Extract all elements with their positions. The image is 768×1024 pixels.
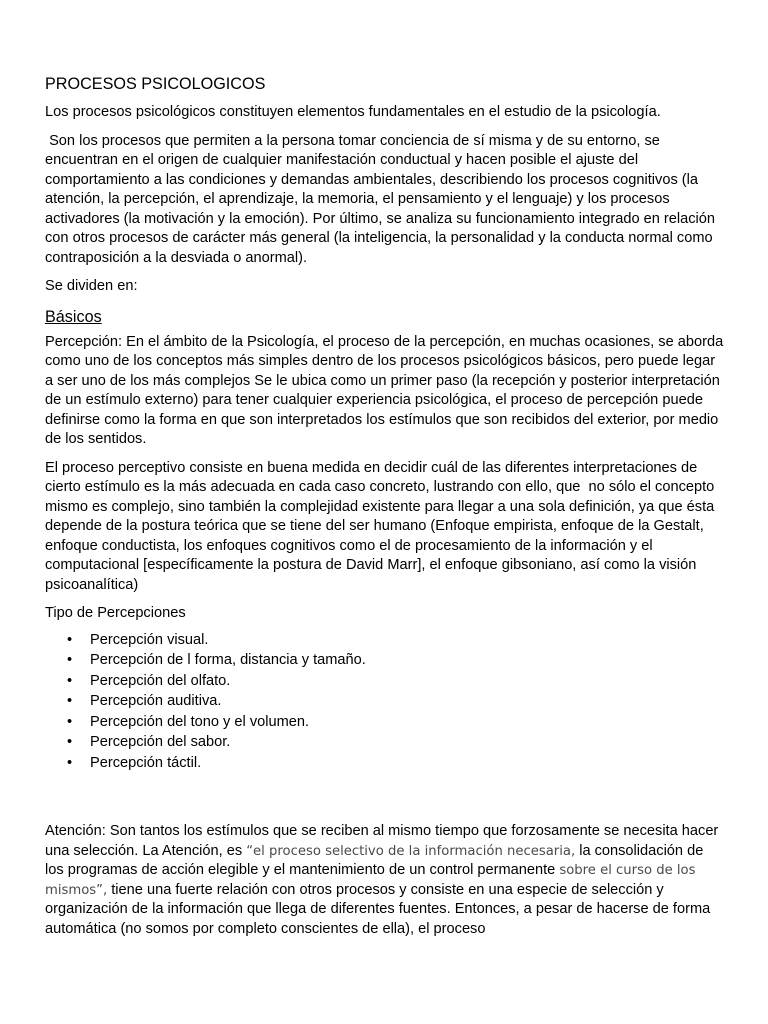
perceptivo-paragraph: El proceso perceptivo consiste en buena medida en decidir cuál de las diferentes interpretaciones de cierto estímulo es la más adecuada en cada caso concreto, lustrando con ello, que no sólo el concepto mismo es complejo, sino también la complejidad existente para llegar a una sola definición, ya que ésta depende de la postura teórica que se tiene del ser humano (Enfoque empirista, enfoque de la Gestalt, enfoque conductista, los enfoques cognitivos como el de procesamiento de la información y el computacional [específicamente la postura de David Marr], el enfoque gibsoniano, así como la visión psicoanalítica) [45, 459, 719, 593]
tipo-percepciones-heading: Tipo de Percepciones [45, 605, 186, 621]
list-item-label: Percepción del sabor. [90, 734, 231, 750]
list-item [45, 712, 725, 733]
tipos-list [45, 630, 725, 774]
list-item [45, 753, 725, 774]
list-item [45, 650, 725, 671]
list-item-label: Percepción de l forma, distancia y tamaño. [90, 652, 366, 668]
atencion-text-1: Atención: Son tantos los estímulos que se reciben al mismo tiempo que forzosamente se necesita hacer una selección. La Atención, es [45, 823, 723, 859]
bullet-icon: • [67, 652, 73, 668]
atencion-quote-1: “el proceso selectivo de la información necesaria, [246, 843, 576, 859]
list-item-label: Percepción del olfato. [90, 672, 231, 689]
atencion-paragraph [45, 822, 725, 939]
bullet-icon: • [67, 693, 73, 709]
list-item-label: Percepción visual. [90, 631, 209, 648]
atencion-text-2: la consolidación de los programas de acción elegible y el mantenimiento de un control permanente [45, 842, 708, 878]
atencion-quote-2: sobre el curso de los mismos”, [45, 863, 700, 898]
basicos-heading: Básicos [45, 307, 102, 326]
intro-paragraph: Los procesos psicológicos constituyen elementos fundamentales en el estudio de la psicología. [45, 104, 661, 120]
bullet-icon: • [67, 713, 73, 730]
list-item-label: Percepción del tono y el volumen. [90, 713, 310, 730]
bullet-icon: • [67, 631, 73, 648]
document-title: PROCESOS PSICOLOGICOS [45, 75, 266, 93]
list-item-label: Percepción táctil. [90, 754, 202, 771]
list-item [45, 630, 725, 651]
bullet-icon: • [67, 734, 73, 750]
divided-label: Se dividen en: [45, 278, 138, 294]
list-item [45, 671, 725, 692]
procesos-paragraph: Son los procesos que permiten a la persona tomar conciencia de sí misma y de su entorno, se encuentran en el origen de cualquier manifestación conductual y hacen posible el ajuste del comportamiento a las condiciones y demandas ambientales, describiendo los procesos cognitivos (la atención, la percepción, el aprendizaje, la memoria, el pensamiento y el lenguaje) y los procesos activadores (la motivación y la emoción). Por último, se analiza su funcionamiento integrado en relación con otros procesos de carácter más general (la inteligencia, la personalidad y la conducta normal como contraposición a la desviada o anormal). [45, 132, 720, 266]
bullet-icon: • [67, 754, 73, 771]
atencion-text-3: tiene una fuerte relación con otros procesos y consiste en una especie de selección y organización de la información que llega de diferentes fuentes. Entonces, a pesar de hacerse de forma automática (no somos por completo conscientes de ella), el proceso [45, 881, 715, 937]
list-item [45, 732, 725, 753]
document-page [45, 74, 725, 948]
list-item [45, 691, 725, 712]
bullet-icon: • [67, 672, 73, 689]
percepcion-paragraph: Percepción: En el ámbito de la Psicología, el proceso de la percepción, en muchas ocasiones, se aborda como uno de los conceptos más simples dentro de los procesos psicológicos básicos, pero puede legar a ser uno de los más complejos Se le ubica como un primer paso (la recepción y posterior interpretación de un estímulo externo) para tener cualquier experiencia psicológica, el proceso de percepción puede definirse como la forma en que son interpretados los estímulos que son recibidos del exterior, por medio de los sentidos. [45, 333, 724, 447]
list-item-label: Percepción auditiva. [90, 693, 222, 709]
